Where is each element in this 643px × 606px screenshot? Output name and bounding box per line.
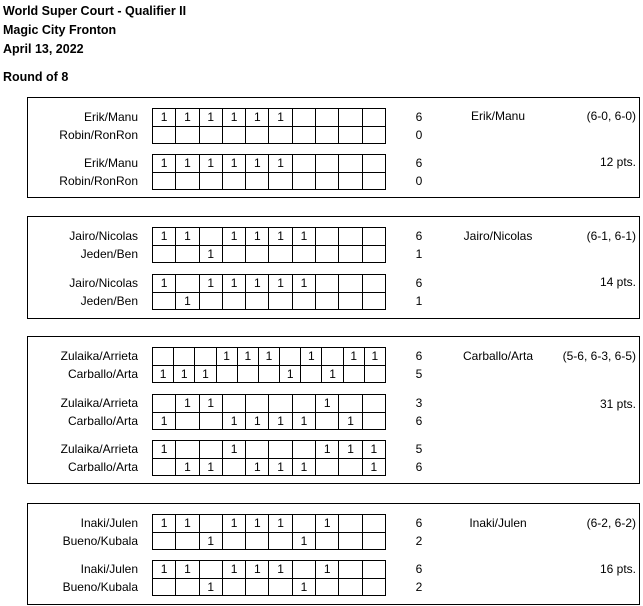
- point-cell: [176, 533, 199, 551]
- set-score: 6: [415, 276, 423, 290]
- point-cell: [153, 459, 176, 477]
- point-cell: [176, 413, 199, 431]
- total-points: 31 pts.: [599, 397, 636, 411]
- set-score: 0: [415, 128, 423, 142]
- team-name: Bueno/Kubala: [62, 580, 138, 594]
- point-cell: 1: [269, 459, 292, 477]
- point-cell: [246, 127, 269, 145]
- point-cell: 1: [259, 348, 280, 366]
- point-cell: 1: [223, 441, 246, 459]
- point-cell: 1: [153, 413, 176, 431]
- point-cell: 1: [269, 275, 292, 293]
- point-cell: 1: [200, 246, 223, 264]
- point-cell: [200, 173, 223, 191]
- team-name: Robin/RonRon: [59, 174, 138, 188]
- total-points: 16 pts.: [599, 562, 636, 576]
- point-cell: 1: [316, 561, 339, 579]
- point-cell: 1: [269, 413, 292, 431]
- point-cell: 1: [223, 561, 246, 579]
- point-cell: [322, 348, 343, 366]
- point-cell: [316, 533, 339, 551]
- point-cell: [339, 561, 362, 579]
- point-cell: [238, 366, 259, 384]
- point-cell: 1: [280, 366, 301, 384]
- point-cell: [153, 293, 176, 311]
- set-score: 6: [415, 110, 423, 124]
- match-winner: Jairo/Nicolas: [463, 229, 533, 243]
- point-cell: [316, 228, 339, 246]
- point-cell: [363, 127, 386, 145]
- point-grid: [152, 108, 386, 144]
- round-label: Round of 8: [3, 70, 69, 84]
- point-cell: [246, 293, 269, 311]
- point-cell: 1: [339, 441, 362, 459]
- point-cell: [316, 579, 339, 597]
- point-cell: [223, 173, 246, 191]
- point-cell: [363, 515, 386, 533]
- point-cell: [280, 348, 301, 366]
- point-cell: [269, 579, 292, 597]
- team-name: Carballo/Arta: [67, 367, 138, 381]
- point-grid: [152, 154, 386, 190]
- point-cell: 1: [238, 348, 259, 366]
- set-score: 6: [415, 349, 423, 363]
- point-cell: [200, 127, 223, 145]
- point-cell: 1: [153, 109, 176, 127]
- point-cell: 1: [293, 579, 316, 597]
- point-cell: 1: [316, 395, 339, 413]
- point-cell: [269, 293, 292, 311]
- point-cell: 1: [195, 366, 216, 384]
- point-cell: 1: [153, 275, 176, 293]
- set-score: 6: [415, 414, 423, 428]
- point-cell: [223, 395, 246, 413]
- point-cell: 1: [176, 155, 199, 173]
- point-grid: [152, 514, 386, 550]
- set-score: 2: [415, 534, 423, 548]
- tournament-title: World Super Court - Qualifier II: [3, 4, 187, 18]
- point-cell: [339, 533, 362, 551]
- point-cell: 1: [246, 515, 269, 533]
- point-grid: [152, 394, 386, 430]
- point-cell: 1: [246, 561, 269, 579]
- point-cell: 1: [153, 561, 176, 579]
- point-cell: [339, 275, 362, 293]
- point-cell: [176, 127, 199, 145]
- team-name: Zulaika/Arrieta: [60, 349, 138, 363]
- team-name: Inaki/Julen: [80, 516, 138, 530]
- point-cell: [246, 173, 269, 191]
- point-cell: 1: [200, 395, 223, 413]
- point-cell: [153, 395, 176, 413]
- point-cell: [246, 441, 269, 459]
- point-cell: [344, 366, 365, 384]
- total-points: 14 pts.: [599, 275, 636, 289]
- point-cell: [293, 127, 316, 145]
- point-cell: 1: [365, 348, 386, 366]
- point-cell: 1: [217, 348, 238, 366]
- team-name: Carballo/Arta: [67, 414, 138, 428]
- point-cell: 1: [200, 275, 223, 293]
- point-cell: 1: [200, 533, 223, 551]
- point-cell: 1: [153, 155, 176, 173]
- point-cell: [269, 127, 292, 145]
- point-cell: 1: [322, 366, 343, 384]
- set-score: 3: [415, 396, 423, 410]
- match-box: [27, 97, 640, 198]
- point-cell: 1: [200, 155, 223, 173]
- point-cell: [269, 395, 292, 413]
- point-cell: [246, 533, 269, 551]
- set-score: 1: [415, 247, 423, 261]
- point-cell: 1: [363, 441, 386, 459]
- set-score: 6: [415, 156, 423, 170]
- point-cell: [223, 579, 246, 597]
- point-cell: [301, 366, 322, 384]
- point-cell: 1: [223, 275, 246, 293]
- point-cell: [363, 293, 386, 311]
- point-cell: [293, 441, 316, 459]
- point-cell: 1: [269, 515, 292, 533]
- point-cell: [153, 348, 174, 366]
- point-cell: [223, 459, 246, 477]
- point-cell: [363, 579, 386, 597]
- point-cell: 1: [269, 155, 292, 173]
- point-cell: [339, 109, 362, 127]
- point-cell: [339, 395, 362, 413]
- point-cell: 1: [246, 228, 269, 246]
- point-cell: [363, 533, 386, 551]
- point-cell: [363, 155, 386, 173]
- set-score: 5: [415, 367, 423, 381]
- point-cell: [269, 441, 292, 459]
- point-cell: [293, 155, 316, 173]
- point-cell: 1: [223, 228, 246, 246]
- set-score: 6: [415, 562, 423, 576]
- team-name: Jeden/Ben: [80, 247, 138, 261]
- point-grid: [152, 347, 386, 383]
- sets-summary: (6-2, 6-2): [586, 516, 636, 530]
- team-name: Zulaika/Arrieta: [60, 396, 138, 410]
- point-cell: [339, 293, 362, 311]
- point-cell: 1: [246, 275, 269, 293]
- point-cell: 1: [363, 459, 386, 477]
- sets-summary: (6-1, 6-1): [586, 229, 636, 243]
- point-cell: 1: [246, 413, 269, 431]
- point-cell: [363, 173, 386, 191]
- point-cell: 1: [293, 533, 316, 551]
- point-cell: 1: [269, 109, 292, 127]
- point-cell: [153, 533, 176, 551]
- point-cell: [176, 173, 199, 191]
- point-cell: 1: [176, 228, 199, 246]
- point-cell: 1: [301, 348, 322, 366]
- point-cell: [293, 561, 316, 579]
- team-name: Carballo/Arta: [67, 460, 138, 474]
- point-cell: 1: [200, 579, 223, 597]
- point-cell: [200, 293, 223, 311]
- point-cell: 1: [269, 228, 292, 246]
- team-name: Jeden/Ben: [80, 294, 138, 308]
- match-winner: Inaki/Julen: [469, 516, 527, 530]
- point-cell: [223, 533, 246, 551]
- set-score: 6: [415, 516, 423, 530]
- point-cell: [339, 246, 362, 264]
- team-name: Erik/Manu: [83, 156, 138, 170]
- point-cell: 1: [153, 515, 176, 533]
- point-cell: 1: [176, 561, 199, 579]
- match-box: [27, 336, 640, 484]
- point-cell: [246, 579, 269, 597]
- point-cell: [293, 293, 316, 311]
- point-cell: [200, 413, 223, 431]
- point-cell: [363, 275, 386, 293]
- point-cell: 1: [316, 441, 339, 459]
- point-cell: [223, 127, 246, 145]
- point-cell: [363, 413, 386, 431]
- point-cell: [223, 293, 246, 311]
- team-name: Robin/RonRon: [59, 128, 138, 142]
- point-cell: [365, 366, 386, 384]
- venue-name: Magic City Fronton: [3, 23, 117, 37]
- point-cell: 1: [269, 561, 292, 579]
- point-cell: [200, 441, 223, 459]
- point-cell: [316, 293, 339, 311]
- point-cell: [363, 395, 386, 413]
- sets-summary: (6-0, 6-0): [586, 109, 636, 123]
- point-cell: [200, 561, 223, 579]
- point-cell: [153, 246, 176, 264]
- point-cell: [293, 109, 316, 127]
- point-cell: [316, 413, 339, 431]
- point-cell: 1: [200, 459, 223, 477]
- set-score: 6: [415, 229, 423, 243]
- set-score: 0: [415, 174, 423, 188]
- point-grid: [152, 440, 386, 476]
- team-name: Jairo/Nicolas: [69, 276, 138, 290]
- point-cell: 1: [223, 155, 246, 173]
- point-cell: [339, 228, 362, 246]
- point-grid: [152, 560, 386, 596]
- point-cell: [269, 173, 292, 191]
- point-cell: [176, 246, 199, 264]
- point-cell: [153, 579, 176, 597]
- point-cell: 1: [293, 275, 316, 293]
- point-cell: 1: [200, 109, 223, 127]
- point-cell: 1: [293, 413, 316, 431]
- point-cell: [269, 246, 292, 264]
- point-cell: [176, 275, 199, 293]
- point-cell: [339, 579, 362, 597]
- point-cell: 1: [223, 413, 246, 431]
- point-cell: [269, 533, 292, 551]
- point-cell: [293, 173, 316, 191]
- point-cell: 1: [176, 459, 199, 477]
- set-score: 2: [415, 580, 423, 594]
- point-cell: [339, 515, 362, 533]
- point-cell: [200, 515, 223, 533]
- point-cell: 1: [339, 413, 362, 431]
- point-cell: [339, 173, 362, 191]
- point-cell: [153, 127, 176, 145]
- point-cell: [316, 275, 339, 293]
- point-cell: 1: [176, 515, 199, 533]
- set-score: 1: [415, 294, 423, 308]
- set-score: 5: [415, 442, 423, 456]
- point-cell: 1: [176, 109, 199, 127]
- point-cell: [217, 366, 238, 384]
- match-box: [27, 503, 640, 605]
- point-cell: 1: [316, 515, 339, 533]
- point-cell: [316, 109, 339, 127]
- point-cell: 1: [176, 395, 199, 413]
- point-cell: 1: [176, 293, 199, 311]
- point-cell: [363, 246, 386, 264]
- point-cell: 1: [223, 109, 246, 127]
- point-cell: [316, 155, 339, 173]
- point-cell: [176, 441, 199, 459]
- point-cell: [246, 246, 269, 264]
- match-box: [27, 216, 640, 319]
- point-cell: [200, 228, 223, 246]
- match-winner: Carballo/Arta: [462, 349, 534, 363]
- point-cell: [363, 561, 386, 579]
- point-cell: [316, 459, 339, 477]
- point-cell: [363, 228, 386, 246]
- point-cell: 1: [246, 109, 269, 127]
- team-name: Zulaika/Arrieta: [60, 442, 138, 456]
- point-cell: [223, 246, 246, 264]
- point-cell: [316, 127, 339, 145]
- set-score: 6: [415, 460, 423, 474]
- point-cell: 1: [246, 155, 269, 173]
- match-winner: Erik/Manu: [470, 109, 526, 123]
- point-cell: [363, 109, 386, 127]
- point-cell: [246, 395, 269, 413]
- point-cell: [339, 155, 362, 173]
- team-name: Inaki/Julen: [80, 562, 138, 576]
- point-cell: [293, 395, 316, 413]
- point-cell: [293, 246, 316, 264]
- point-cell: 1: [153, 441, 176, 459]
- total-points: 12 pts.: [599, 155, 636, 169]
- point-cell: [293, 515, 316, 533]
- sets-summary: (5-6, 6-3, 6-5): [562, 349, 636, 363]
- point-cell: 1: [293, 459, 316, 477]
- point-cell: [316, 173, 339, 191]
- point-cell: [316, 246, 339, 264]
- point-grid: [152, 227, 386, 263]
- point-cell: 1: [153, 366, 174, 384]
- point-cell: [176, 579, 199, 597]
- point-cell: [339, 127, 362, 145]
- point-cell: 1: [246, 459, 269, 477]
- point-cell: 1: [293, 228, 316, 246]
- team-name: Erik/Manu: [83, 110, 138, 124]
- point-cell: [259, 366, 280, 384]
- point-cell: 1: [174, 366, 195, 384]
- point-grid: [152, 274, 386, 310]
- team-name: Jairo/Nicolas: [69, 229, 138, 243]
- team-name: Bueno/Kubala: [62, 534, 138, 548]
- point-cell: [153, 173, 176, 191]
- point-cell: 1: [153, 228, 176, 246]
- event-date: April 13, 2022: [3, 42, 84, 56]
- point-cell: [195, 348, 216, 366]
- point-cell: [174, 348, 195, 366]
- point-cell: 1: [344, 348, 365, 366]
- point-cell: 1: [223, 515, 246, 533]
- point-cell: [339, 459, 362, 477]
